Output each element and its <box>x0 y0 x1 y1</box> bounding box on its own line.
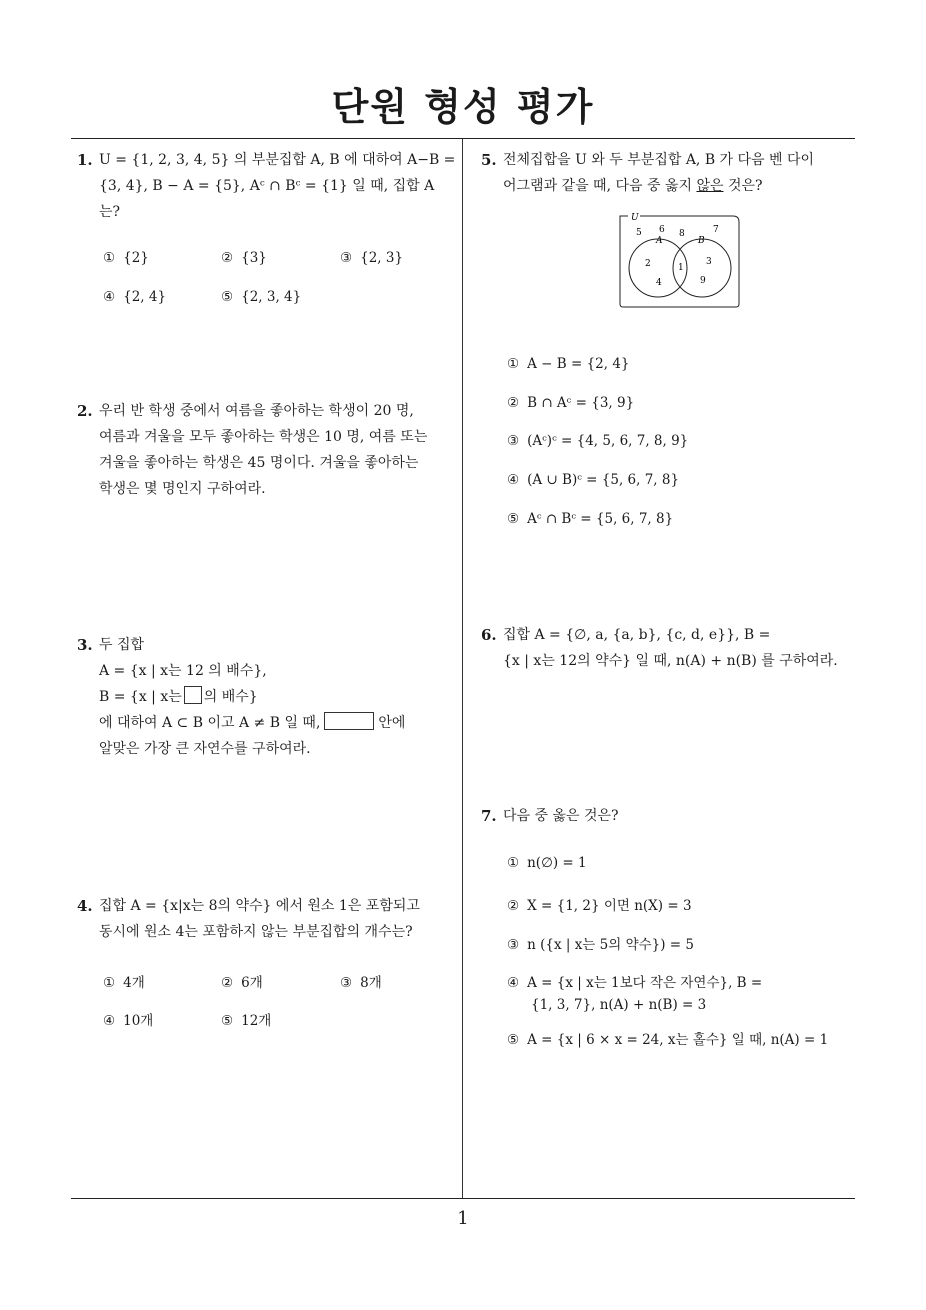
venn-element: 6 <box>659 225 665 235</box>
footer-rule <box>71 1198 855 1199</box>
question-text: 겨울을 좋아하는 학생은 45 명이다. 겨울을 좋아하는 <box>99 455 419 471</box>
venn-element: 4 <box>656 278 662 288</box>
set-b-label: B <box>698 236 705 246</box>
venn-element: 9 <box>700 276 706 286</box>
choice-2[interactable]: ② X = {1, 2} 이면 n(X) = 3 <box>507 898 692 914</box>
choice-1[interactable]: ① {2} <box>103 250 149 266</box>
question-6 <box>481 622 859 674</box>
question-text: 에 대하여 A ⊂ B 이고 A ≠ B 일 때, 안에 <box>99 710 457 736</box>
question-text: 여름과 겨울을 모두 좋아하는 학생은 10 명, 여름 또는 <box>99 429 428 445</box>
venn-element: 1 <box>678 263 684 273</box>
question-text: 알맞은 가장 큰 자연수를 구하여라. <box>99 741 311 757</box>
question-text: {3, 4}, B − A = {5}, Aᶜ ∩ Bᶜ = {1} 일 때, 집합 A <box>99 178 435 194</box>
question-text: 다음 중 옳은 것은? <box>503 808 619 824</box>
set-b-definition: B = {x | x는 의 배수} <box>99 684 457 710</box>
venn-element: 7 <box>713 225 719 235</box>
venn-element: 2 <box>645 259 651 269</box>
question-text: {x | x는 12의 약수} 일 때, n(A) + n(B) 를 구하여라. <box>503 653 838 669</box>
venn-element: 8 <box>679 229 685 239</box>
answer-blank-box[interactable] <box>184 686 202 704</box>
venn-element: 5 <box>636 228 642 238</box>
page-title: 단원 형성 평가 <box>331 85 595 129</box>
question-number: 6. <box>481 626 497 644</box>
question-number: 1. <box>77 151 93 169</box>
set-a-definition: A = {x | x는 12 의 배수}, <box>99 663 267 679</box>
question-text: 어그램과 같을 때, 다음 중 옳지 않은 것은? <box>503 178 763 194</box>
question-text: U = {1, 2, 3, 4, 5} 의 부분집합 A, B 에 대하여 A−B = <box>99 152 456 168</box>
header-rule <box>71 138 855 139</box>
question-7 <box>481 803 859 829</box>
question-number: 2. <box>77 402 93 420</box>
question-5 <box>481 147 859 199</box>
question-number: 3. <box>77 636 93 654</box>
question-text: 학생은 몇 명인지 구하여라. <box>99 481 266 497</box>
choice-1[interactable]: ① 4개 <box>103 975 145 991</box>
choice-5[interactable]: ⑤ 12개 <box>221 1013 272 1029</box>
venn-element: 3 <box>706 257 712 267</box>
question-text: 두 집합 <box>99 637 145 653</box>
question-number: 4. <box>77 897 93 915</box>
choice-5[interactable]: ⑤ Aᶜ ∩ Bᶜ = {5, 6, 7, 8} <box>507 511 674 527</box>
question-text: 우리 반 학생 중에서 여름을 좋아하는 학생이 20 명, <box>99 403 414 419</box>
question-3 <box>77 632 457 762</box>
emphasis-underline: 않은 <box>696 178 724 194</box>
choice-5[interactable]: ⑤ {2, 3, 4} <box>221 289 302 305</box>
answer-blank-box[interactable] <box>324 712 374 730</box>
set-a-label: A <box>656 236 663 246</box>
choice-2[interactable]: ② 6개 <box>221 975 263 991</box>
question-2 <box>77 398 457 502</box>
choice-4[interactable]: ④ A = {x | x는 1보다 작은 자연수}, B = <box>507 975 763 991</box>
question-1 <box>77 147 457 225</box>
choice-4[interactable]: ④ (A ∪ B)ᶜ = {5, 6, 7, 8} <box>507 472 680 488</box>
question-text: 집합 A = {x|x는 8의 약수} 에서 원소 1은 포함되고 <box>99 898 420 914</box>
venn-diagram <box>618 212 742 310</box>
question-text: 집합 A = {∅, a, {a, b}, {c, d, e}}, B = <box>503 627 771 643</box>
choice-5[interactable]: ⑤ A = {x | 6 × x = 24, x는 홀수} 일 때, n(A) = 1 <box>507 1032 829 1048</box>
choice-3[interactable]: ③ (Aᶜ)ᶜ = {4, 5, 6, 7, 8, 9} <box>507 433 689 449</box>
choice-1[interactable]: ① n(∅) = 1 <box>507 855 587 871</box>
column-divider <box>462 139 463 1198</box>
choice-3[interactable]: ③ {2, 3} <box>340 250 404 266</box>
choice-4[interactable]: ④ {2, 4} <box>103 289 167 305</box>
choice-3[interactable]: ③ n ({x | x는 5의 약수}) = 5 <box>507 937 694 953</box>
page-number: 1 <box>457 1208 469 1229</box>
question-text: 동시에 원소 4는 포함하지 않는 부분집합의 개수는? <box>99 924 413 940</box>
choice-2[interactable]: ② B ∩ Aᶜ = {3, 9} <box>507 395 635 411</box>
choice-4[interactable]: ④ 10개 <box>103 1013 154 1029</box>
choice-2[interactable]: ② {3} <box>221 250 267 266</box>
question-4 <box>77 893 457 945</box>
choice-3[interactable]: ③ 8개 <box>340 975 382 991</box>
choice-4-continued: {1, 3, 7}, n(A) + n(B) = 3 <box>531 997 707 1013</box>
question-text: 는? <box>99 204 121 220</box>
question-text: 전체집합을 U 와 두 부분집합 A, B 가 다음 벤 다이 <box>503 152 815 168</box>
question-number: 5. <box>481 151 497 169</box>
question-number: 7. <box>481 807 497 825</box>
universe-label: U <box>631 213 639 223</box>
choice-1[interactable]: ① A − B = {2, 4} <box>507 356 630 372</box>
